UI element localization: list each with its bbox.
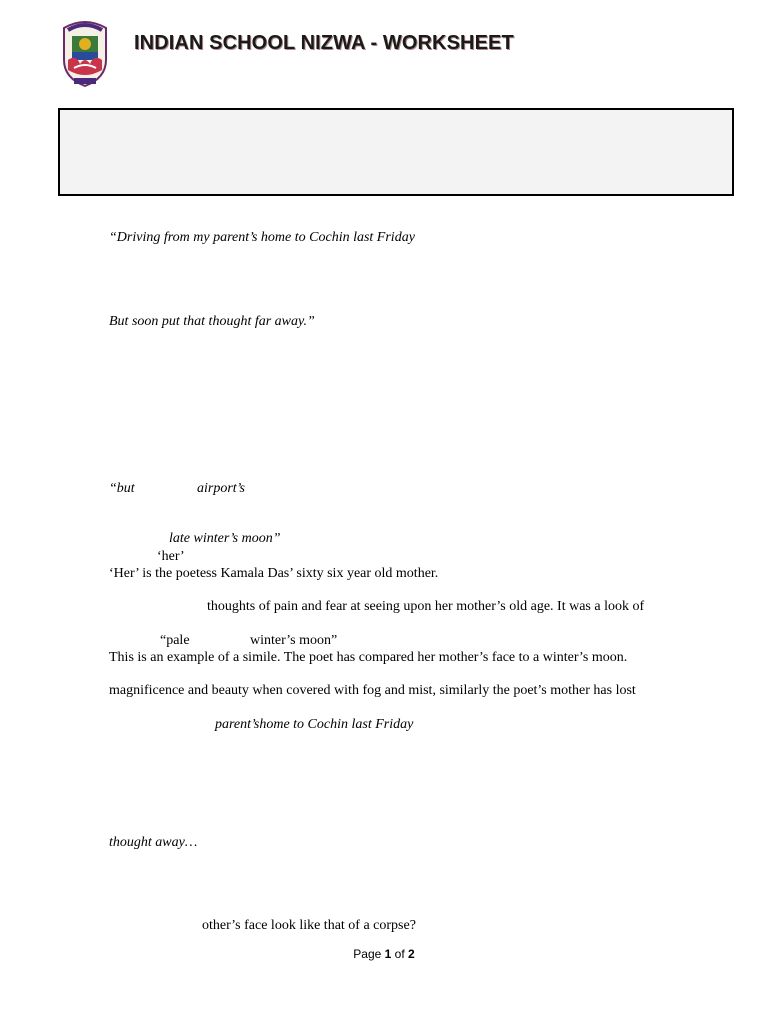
quote-fragment-airport: airport’s	[197, 481, 245, 496]
quote-fragment-pale: “pale	[160, 633, 190, 648]
answer-line-simile: This is an example of a simile. The poet has compared her mother’s face to a winter’s moon.	[109, 650, 628, 665]
quote-fragment-but: “but	[109, 481, 135, 496]
answer-line-thoughts: thoughts of pain and fear at seeing upon her mother’s old age. It was a look of	[207, 599, 645, 614]
answer-line-magnificence: magnificence and beauty when covered with fog and mist, similarly the poet’s mother has lost	[109, 683, 636, 698]
page-number	[0, 947, 768, 961]
quote-fragment-winters-moon: winter’s moon”	[250, 633, 338, 648]
question-line-corpse: other’s face look like that of a corpse?	[202, 918, 416, 933]
school-worksheet-title: INDIAN SCHOOL NIZWA - WORKSHEET	[134, 32, 514, 54]
school-crest-icon	[58, 18, 112, 88]
student-info-box	[58, 108, 734, 196]
quote-line-1: “Driving from my parent’s home to Cochin last Friday	[109, 230, 415, 245]
answer-line-her: ‘Her’ is the poetess Kamala Das’ sixty six year old mother.	[109, 566, 439, 581]
quote-line-2: But soon put that thought far away.”	[109, 314, 315, 329]
page-label: Page	[353, 947, 382, 961]
total-pages: 2	[408, 947, 415, 961]
quote-line-parents-home: parent’shome to Cochin last Friday	[215, 717, 414, 732]
current-page: 1	[384, 947, 392, 961]
quote-line-thought-away: thought away…	[109, 835, 198, 850]
quote-fragment-moon: late winter’s moon”	[169, 531, 281, 546]
of-label: of	[394, 947, 405, 961]
quote-fragment-her: ‘her’	[157, 549, 185, 564]
